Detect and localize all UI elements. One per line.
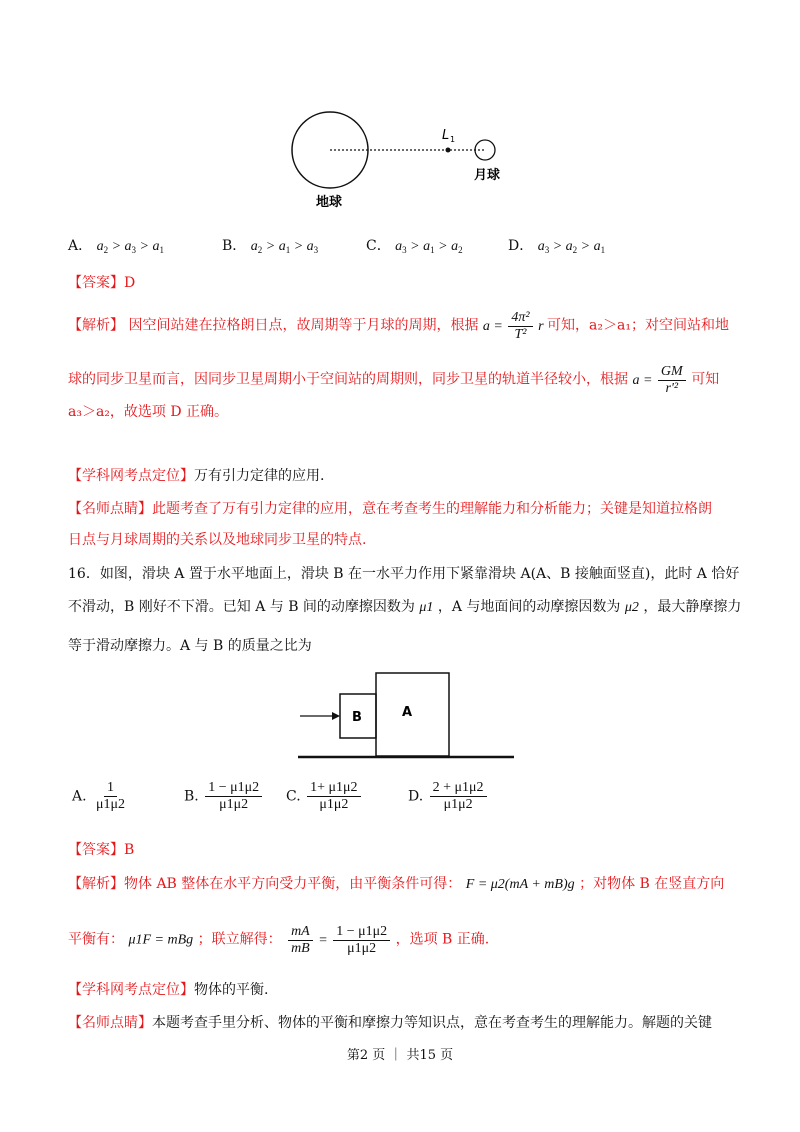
l1-label: L xyxy=(442,128,450,143)
q16-stem-line2: 不滑动，B 刚好不下滑。已知 A 与 B 间的动摩擦因数为 μ1 ，A 与地面间的动摩擦因数为 μ2 ，最大静摩擦力 xyxy=(68,599,742,615)
force-arrow-icon xyxy=(332,712,340,720)
q15-option-b: B． $a_2 > a_1 > a_3$ xyxy=(222,238,319,255)
moon-label: 月球 xyxy=(474,168,501,183)
q15-option-c: C． $a_3 > a_1 > a_2$ xyxy=(366,238,463,255)
q16-option-d: D. $\frac{2 + \mu 1\mu 2}{\mu 1\mu 2}$ xyxy=(408,780,489,813)
q16-answer: 【答案】B xyxy=(68,842,135,858)
q15-knowledge-point: 【学科网考点定位】万有引力定律的应用. xyxy=(68,468,325,484)
mu1-symbol: μ1 xyxy=(419,600,434,615)
formula-mass-ratio: $\frac{mA}{mB}$ = $\frac{1 - \mu 1\mu 2}{\mu 1\mu 2}$ xyxy=(286,933,396,948)
formula-f-balance: F = μ2(mA + mB)g xyxy=(465,877,575,892)
l1-sub: 1 xyxy=(450,135,456,144)
formula-a-gm: a = $\frac{GM}{\text{r'²}}$ xyxy=(632,373,691,388)
q16-analysis-line2: 平衡有： μ1F = mBg ；联立解得： $\frac{mA}{mB}$ = $\frac{1 - \mu 1\mu 2}{\mu 1\mu 2}$ ，选项 B 正确. xyxy=(68,924,490,956)
q16-stem-line1: 16．如图，滑块 A 置于水平地面上，滑块 B 在一水平力作用下紧靠滑块 A(A、B 接触面竖直)，此时 A 恰好 xyxy=(68,566,740,582)
q16-stem-line3: 等于滑动摩擦力。A 与 B 的质量之比为 xyxy=(68,638,312,654)
formula-vertical-balance: μ1F = mBg xyxy=(128,932,194,948)
page-footer: 第2 页 ｜ 共15 页 xyxy=(346,1048,454,1063)
earth-moon-diagram xyxy=(280,105,520,215)
l1-point xyxy=(446,148,451,153)
q16-option-b: B. $\frac{1 - \mu 1\mu 2}{\mu 1\mu 2}$ xyxy=(184,780,264,813)
block-a xyxy=(376,673,449,756)
block-b-label: B xyxy=(352,710,362,725)
q15-option-a: A． $a_2 > a_3 > a_1$ xyxy=(68,238,164,255)
q16-option-c: C. $\frac{1+ \mu 1\mu 2}{\mu 1\mu 2}$ xyxy=(286,780,363,813)
q15-comment-line2: 日点与月球周期的关系以及地球同步卫星的特点. xyxy=(68,532,367,548)
q16-comment-line1: 【名师点睛】本题考查手里分析、物体的平衡和摩擦力等知识点，意在考查考生的理解能力。解题的关键 xyxy=(68,1015,712,1031)
q15-comment-line1: 【名师点睛】此题考查了万有引力定律的应用，意在考查考生的理解能力和分析能力；关键是知道拉格朗 xyxy=(68,501,712,517)
mu2-symbol: μ2 xyxy=(624,600,639,615)
q16-analysis-line1: 【解析】物体 AB 整体在水平方向受力平衡，由平衡条件可得： F = μ2(mA + mB)g ；对物体 B 在竖直方向 xyxy=(68,876,725,892)
q16-knowledge-point: 【学科网考点定位】物体的平衡. xyxy=(68,982,269,998)
earth-label: 地球 xyxy=(316,195,343,210)
q16-option-a: A. $\frac{1}{\mu 1\mu 2}$ xyxy=(72,780,126,812)
q15-analysis-line2: 球的同步卫星而言，因同步卫星周期小于空间站的周期则，同步卫星的轨道半径较小，根据 a = $\frac{GM}{\text{r'²}}$ 可知 xyxy=(68,364,720,396)
q15-option-d: D． $a_3 > a_2 > a_1$ xyxy=(508,238,606,255)
blocks-diagram xyxy=(298,666,518,764)
q15-analysis-line3: a₃＞a₂，故选项 D 正确。 xyxy=(68,404,229,420)
block-a-label: A xyxy=(402,705,413,720)
q15-answer: 【答案】D xyxy=(68,275,136,291)
q15-analysis-line1: 【解析】 因空间站建在拉格朗日点，故周期等于月球的周期，根据 a = $\frac{\text{4π²}}{\text{T²}}$ r 可知，a₂＞a₁；对空间站和地 xyxy=(68,310,729,342)
formula-a-4pi2: a = $\frac{\text{4π²}}{\text{T²}}$ r xyxy=(482,310,544,342)
